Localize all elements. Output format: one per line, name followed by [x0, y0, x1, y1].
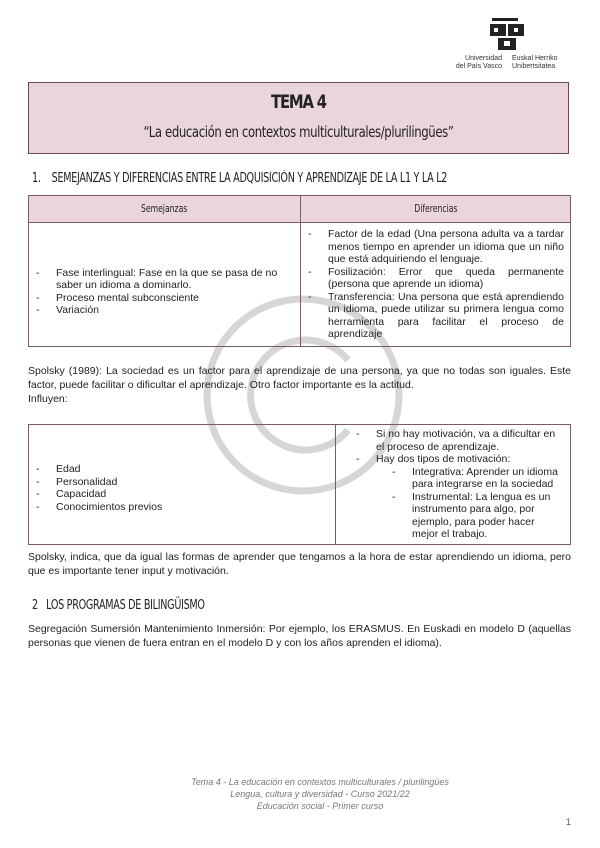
list-item: - Proceso mental subconsciente: [56, 292, 292, 305]
factors-cell: [29, 425, 336, 545]
footer-line-3: Educación social - Primer curso: [256, 801, 384, 811]
list-item: - Variación: [56, 304, 292, 317]
list-item: - Factor de la edad (Una persona adulta va a tardar menos tiempo en aprender un idioma que un niño que está adquiriendo el lenguaje.: [328, 228, 564, 266]
section-2-title: LOS PROGRAMAS DE BILINGÜISMO: [46, 598, 205, 613]
diferencias-cell: [301, 223, 571, 347]
title-banner: [28, 82, 569, 154]
page-number: 1: [566, 817, 572, 827]
section-1-number: 1.: [32, 171, 41, 186]
comparison-table: [28, 195, 571, 347]
list-item: - Transferencia: Una persona que está aprendiendo un idioma, puede utilizar su primera lengua como herramienta para facilitar el proceso de aprendizaje: [328, 291, 564, 341]
header-semejanzas: Semejanzas: [29, 196, 301, 223]
spolsky-paragraph-1: Spolsky (1989): La sociedad es un factor para el aprendizaje de una persona, ya que no todas son iguales. Este factor, puede facilitar o dificultar el aprendizaje. Otro factor importante es la actitud. Influyen:: [28, 365, 571, 405]
topic-title: TEMA 4: [271, 91, 326, 113]
section-1-heading: [32, 171, 447, 186]
header-diferencias: Diferencias: [301, 196, 571, 223]
list-item: - Integrativa: Aprender un idioma para integrarse en la sociedad: [412, 466, 562, 491]
section-1-title: SEMEJANZAS Y DIFERENCIAS ENTRE LA ADQUISICIÓN Y APRENDIZAJE DE LA L1 Y LA L2: [51, 171, 448, 186]
motivation-cell: [336, 425, 571, 545]
logo-text-eu: Euskal Herriko Unibertsitatea: [512, 55, 558, 70]
list-item: - Edad: [56, 463, 327, 476]
section-2-text: Segregación Sumersión Mantenimiento Inmersión: Por ejemplo, los ERASMUS. En Euskadi en modelo D (aquellas personas que vienen de fuera entran en el modelo D y con los años aprenden el idioma).: [28, 623, 571, 649]
page-footer: [0, 776, 600, 812]
section-2-heading: [32, 598, 205, 613]
section-2-number: 2: [32, 598, 38, 613]
spolsky-paragraph-2: Spolsky, indica, que da igual las formas de aprender que tengamos a la hora de estar aprendiendo un idioma, pero que es importante tener input y motivación.: [28, 551, 571, 577]
factors-table: [28, 424, 571, 545]
list-item: - Si no hay motivación, va a dificultar en el proceso de aprendizaje.: [376, 428, 562, 453]
list-item: - Capacidad: [56, 488, 327, 501]
topic-subtitle: “La educación en contextos multiculturales/plurilingües”: [143, 123, 454, 141]
list-item: - Personalidad: [56, 476, 327, 489]
list-item: - Fosilización: Error que queda permanente (persona que aprende un idioma): [328, 266, 564, 291]
list-item: - Hay dos tipos de motivación:: [376, 453, 562, 466]
footer-line-1: Tema 4 - La educación en contextos multiculturales / plurilingües: [191, 777, 449, 787]
logo-text-es: Universidad del País Vasco: [455, 55, 502, 70]
university-emblem-icon: [488, 18, 532, 52]
university-logo: [440, 18, 570, 76]
list-item: - Instrumental: La lengua es un instrumento para algo, por ejemplo, para poder hacer mejor el trabajo.: [412, 491, 562, 541]
list-item: - Conocimientos previos: [56, 501, 327, 514]
list-item: - Fase interlingual: Fase en la que se pasa de no saber un idioma a dominarlo.: [56, 267, 292, 292]
semejanzas-cell: [29, 223, 301, 347]
footer-line-2: Lengua, cultura y diversidad - Curso 2021/22: [230, 789, 410, 799]
